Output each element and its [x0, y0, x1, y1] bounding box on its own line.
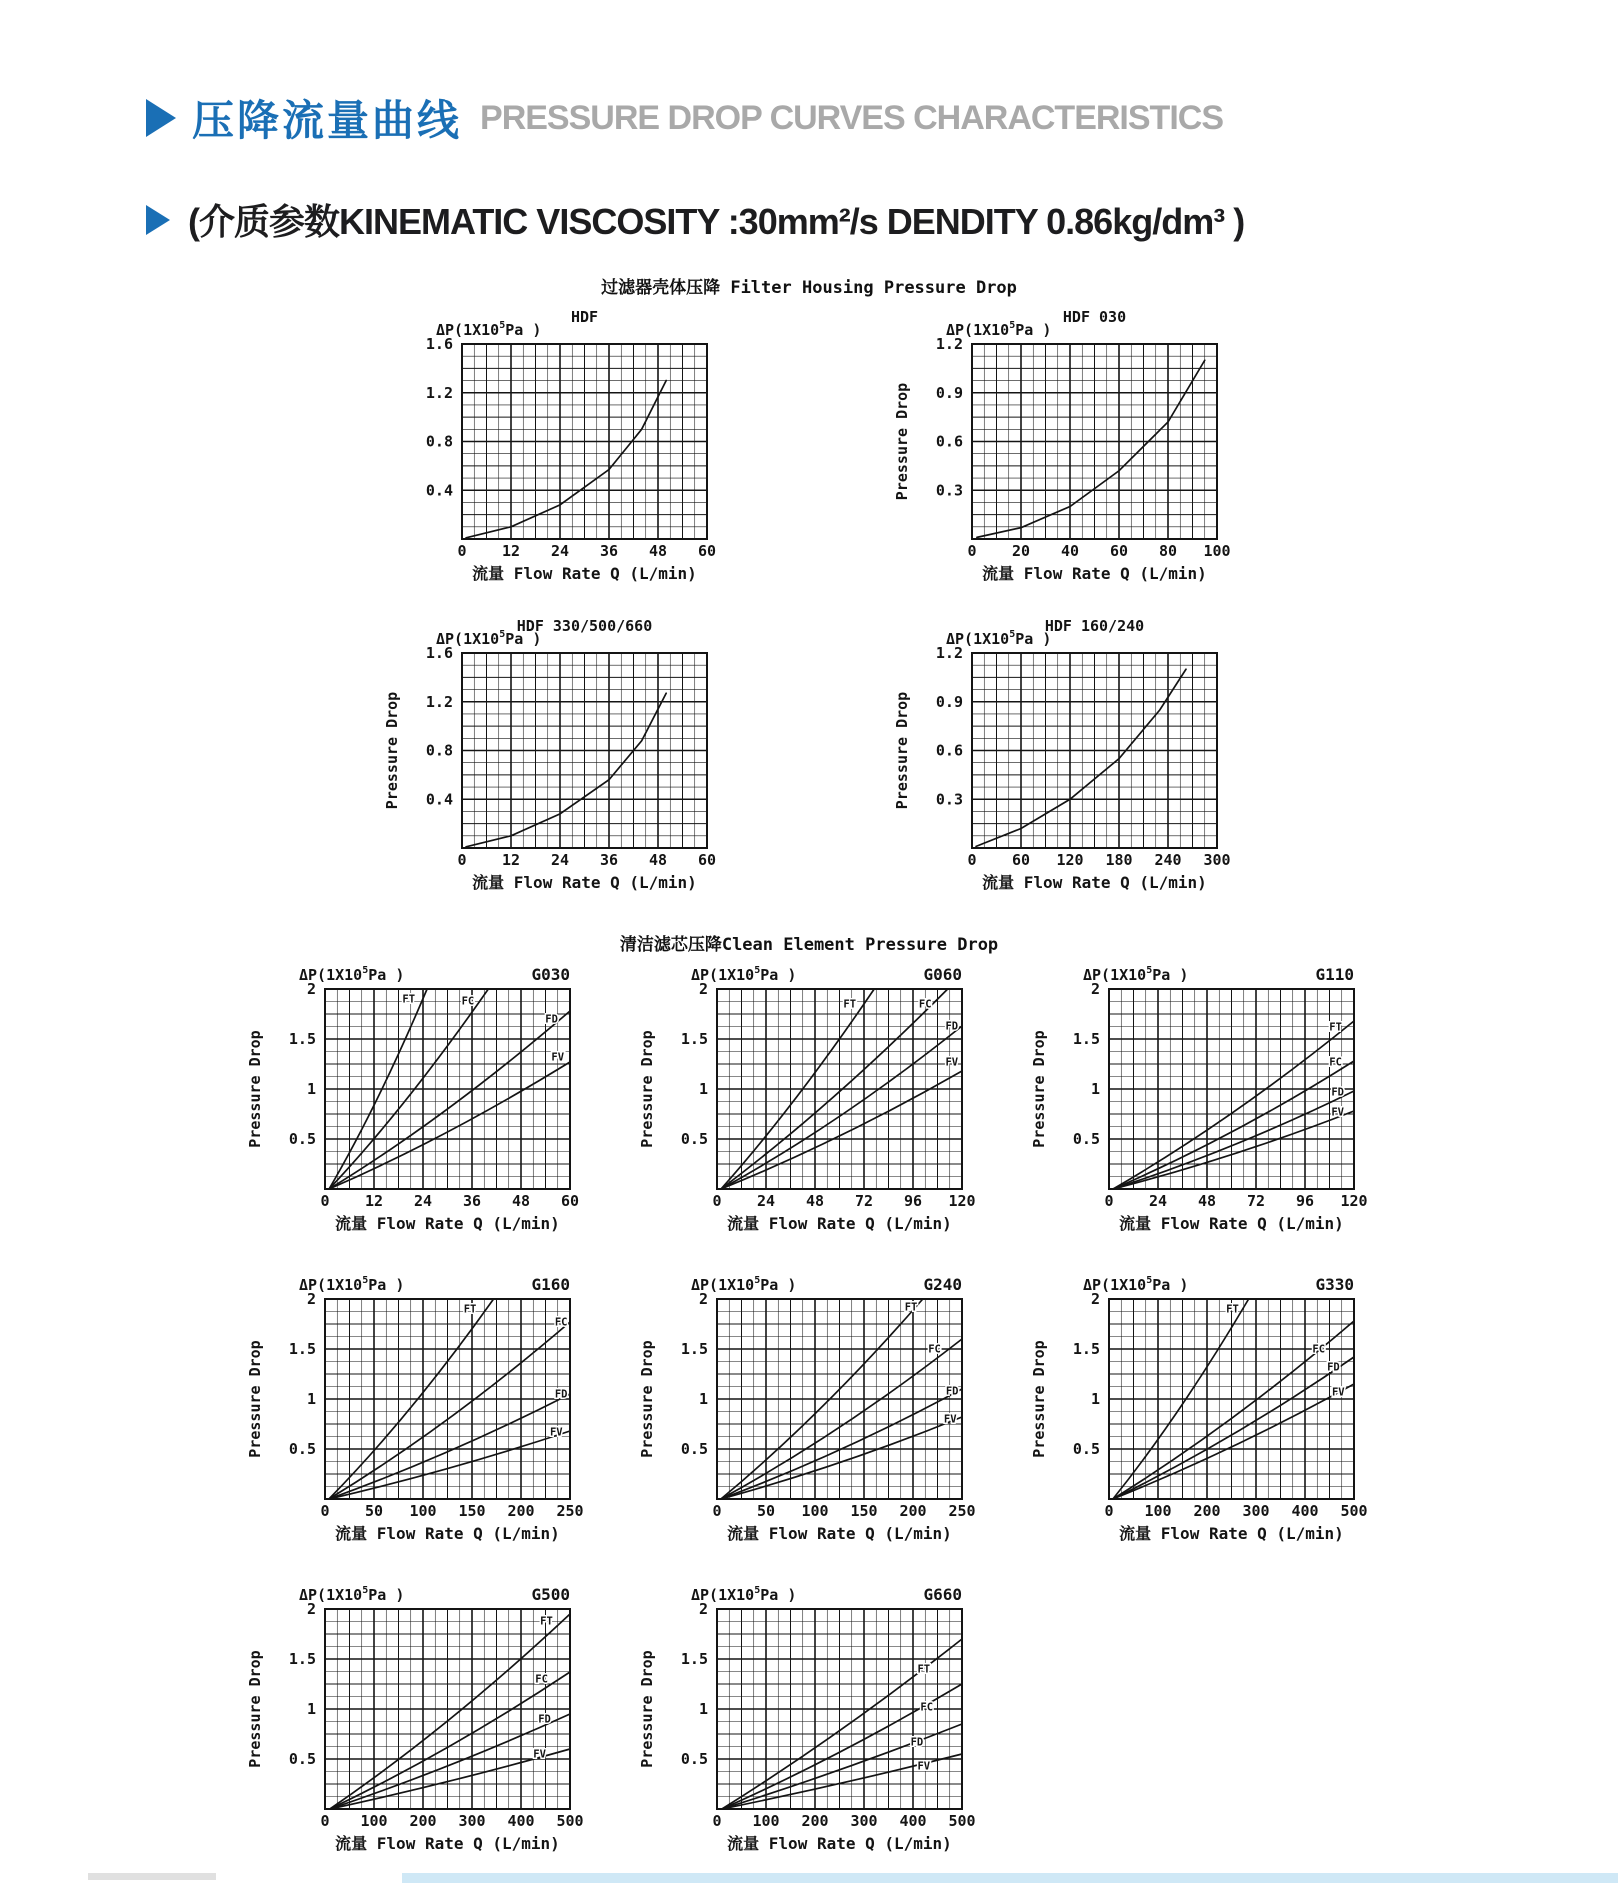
series-curve-FD — [330, 1714, 570, 1809]
chart-G060 — [639, 963, 979, 1241]
y-axis-label: Pressure Drop — [247, 1650, 264, 1768]
x-tick-label: 150 — [458, 1502, 486, 1520]
x-tick-label: 100 — [1144, 1502, 1172, 1520]
delta-p-axis-label: $\Delta P(1X10^5Pa$ ) — [946, 629, 1052, 648]
x-axis-label: 流量 Flow Rate Q (L/min) — [727, 1834, 952, 1853]
y-tick-label: 2 — [698, 1600, 708, 1618]
series-label-FC: FC — [928, 1343, 941, 1356]
series-label-FD: FD — [1331, 1086, 1344, 1099]
x-tick-label: 12 — [364, 1192, 384, 1210]
x-tick-label: 24 — [756, 1192, 776, 1210]
x-tick-label: 120 — [1340, 1192, 1368, 1210]
x-axis-label: 流量 Flow Rate Q (L/min) — [1119, 1214, 1344, 1233]
x-tick-label: 0 — [320, 1192, 330, 1210]
delta-p-axis-label: $\Delta P(1X10^5Pa$ ) — [691, 1585, 797, 1604]
chart-G500-svg — [247, 1583, 587, 1856]
series-label-FV: FV — [945, 1056, 959, 1069]
y-axis-label: Pressure Drop — [247, 1340, 264, 1458]
x-tick-label: 120 — [1056, 851, 1084, 869]
chart-HDF160-240-svg — [894, 617, 1234, 895]
y-tick-label: 1.5 — [288, 1650, 316, 1668]
x-tick-label: 36 — [599, 851, 619, 869]
x-tick-label: 100 — [360, 1812, 388, 1830]
y-tick-label: 1 — [698, 1390, 708, 1408]
series-label-FT: FT — [402, 993, 416, 1006]
chart-G160-svg — [247, 1273, 587, 1546]
y-tick-label: 1.2 — [425, 383, 453, 402]
x-tick-label: 120 — [948, 1192, 976, 1210]
page-header — [146, 88, 1618, 148]
x-tick-label: 80 — [1158, 542, 1178, 560]
chart-title: G330 — [1315, 1275, 1354, 1294]
series-label-FC: FC — [918, 998, 932, 1011]
delta-p-axis-label: $\Delta P(1X10^5Pa$ ) — [1083, 1275, 1189, 1294]
series-label-FT: FT — [1329, 1021, 1342, 1034]
chart-HDF-svg — [384, 308, 724, 586]
grid — [325, 1609, 570, 1809]
series-curve-FV — [1113, 1384, 1354, 1499]
y-tick-label: 1 — [306, 1390, 316, 1408]
series-label-FT: FT — [1226, 1303, 1239, 1316]
x-tick-label: 500 — [556, 1812, 584, 1830]
y-tick-label: 0.5 — [680, 1130, 708, 1148]
grid — [972, 344, 1217, 539]
x-tick-label: 24 — [550, 851, 570, 869]
x-tick-label: 300 — [458, 1812, 486, 1830]
x-tick-label: 60 — [1109, 542, 1129, 560]
series-curve-FC — [330, 1672, 570, 1809]
series-label-FC: FC — [1329, 1056, 1342, 1069]
series-curve-FD — [721, 1389, 962, 1499]
chart-title: G660 — [923, 1585, 962, 1604]
y-tick-label: 1.5 — [288, 1030, 316, 1048]
y-tick-label: 0.5 — [288, 1750, 316, 1768]
chart-HDF160-240 — [894, 617, 1234, 900]
y-axis-label: Pressure Drop — [894, 691, 911, 810]
delta-p-axis-label: $\Delta P(1X10^5Pa$ ) — [436, 629, 542, 648]
x-tick-label: 0 — [457, 542, 467, 560]
x-tick-label: 0 — [967, 542, 977, 560]
y-axis-label: Pressure Drop — [639, 1650, 656, 1768]
chart-title: HDF — [570, 308, 599, 326]
x-tick-label: 20 — [1011, 542, 1031, 560]
x-tick-label: 36 — [599, 542, 619, 560]
y-tick-label: 1 — [306, 1080, 316, 1098]
housing-section-title: 过滤器壳体压降 Filter Housing Pressure Drop — [601, 278, 1017, 298]
x-tick-label: 250 — [556, 1502, 584, 1520]
chart-G660 — [639, 1583, 979, 1861]
x-tick-label: 0 — [457, 851, 467, 869]
x-tick-label: 500 — [948, 1812, 976, 1830]
y-tick-label: 0.5 — [288, 1440, 316, 1458]
chart-G330 — [1031, 1273, 1371, 1551]
series-curve-HDF160240 — [976, 669, 1186, 846]
x-tick-label: 100 — [801, 1502, 829, 1520]
y-tick-label: 1 — [306, 1700, 316, 1718]
series-label-FV: FV — [533, 1748, 546, 1761]
x-tick-label: 40 — [1060, 542, 1080, 560]
x-tick-label: 180 — [1105, 851, 1133, 869]
y-tick-label: 0.9 — [935, 692, 963, 711]
y-axis-label: Pressure Drop — [247, 1030, 264, 1148]
x-tick-label: 48 — [511, 1192, 531, 1210]
y-tick-label: 2 — [698, 1290, 708, 1308]
grid — [325, 989, 570, 1189]
chart-G160 — [247, 1273, 587, 1551]
chart-HDF030-svg — [894, 308, 1234, 586]
y-tick-label: 1.5 — [680, 1650, 708, 1668]
series-label-FC: FC — [1312, 1343, 1326, 1356]
y-tick-label: 1.5 — [680, 1030, 708, 1048]
x-tick-label: 100 — [1203, 542, 1231, 560]
series-label-FV: FV — [943, 1413, 957, 1426]
chart-title: G110 — [1315, 965, 1354, 984]
x-axis-label: 流量 Flow Rate Q (L/min) — [335, 1214, 560, 1233]
series-label-FD: FD — [910, 1736, 924, 1749]
delta-p-axis-label: $\Delta P(1X10^5Pa$ ) — [691, 965, 797, 984]
x-axis-label: 流量 Flow Rate Q (L/min) — [982, 873, 1207, 892]
x-tick-label: 12 — [501, 851, 521, 869]
x-tick-label: 96 — [1295, 1192, 1315, 1210]
chart-HDF030 — [894, 308, 1234, 591]
media-parameters-text: (介质参数KINEMATIC VISCOSITY :30mm²/s DENDITY 0.86kg/dm³ ) — [188, 201, 1245, 242]
series-label-FT: FT — [463, 1303, 477, 1316]
x-tick-label: 150 — [850, 1502, 878, 1520]
y-tick-label: 0.5 — [288, 1130, 316, 1148]
y-tick-label: 2 — [306, 1600, 316, 1618]
grid — [972, 653, 1217, 848]
series-label-FT: FT — [540, 1615, 553, 1628]
x-tick-label: 48 — [648, 542, 668, 560]
y-tick-label: 1.5 — [288, 1340, 316, 1358]
x-tick-label: 250 — [948, 1502, 976, 1520]
x-tick-label: 0 — [1104, 1502, 1114, 1520]
y-axis-label: Pressure Drop — [894, 382, 911, 501]
y-tick-label: 0.3 — [935, 481, 963, 500]
x-tick-label: 200 — [899, 1502, 927, 1520]
y-tick-label: 1 — [1090, 1080, 1100, 1098]
series-curve-FV — [329, 1431, 570, 1499]
y-tick-label: 0.6 — [935, 741, 963, 760]
x-tick-label: 300 — [850, 1812, 878, 1830]
series-label-FD: FD — [945, 1385, 959, 1398]
series-curve-FD — [329, 1394, 570, 1499]
y-axis-label: Pressure Drop — [639, 1340, 656, 1458]
y-tick-label: 1.2 — [425, 692, 453, 711]
x-tick-label: 24 — [413, 1192, 433, 1210]
x-tick-label: 60 — [697, 542, 717, 560]
x-tick-label: 60 — [1011, 851, 1031, 869]
x-tick-label: 0 — [320, 1812, 330, 1830]
x-tick-label: 100 — [409, 1502, 437, 1520]
y-tick-label: 0.4 — [425, 790, 453, 809]
chart-HDF330-500-660 — [384, 617, 724, 900]
page-title-en: PRESSURE DROP CURVES CHARACTERISTICS — [480, 98, 1223, 137]
x-axis-label: 流量 Flow Rate Q (L/min) — [335, 1524, 560, 1543]
series-curve-FT — [330, 1614, 570, 1809]
y-tick-label: 1.5 — [680, 1340, 708, 1358]
series-curve-FV — [329, 1062, 570, 1189]
x-tick-label: 72 — [1246, 1192, 1266, 1210]
series-label-FT: FT — [843, 998, 857, 1011]
bullet-triangle-icon — [146, 205, 170, 235]
y-tick-label: 0.3 — [935, 790, 963, 809]
x-tick-label: 0 — [712, 1192, 722, 1210]
x-tick-label: 60 — [560, 1192, 580, 1210]
media-parameters — [146, 194, 1618, 245]
y-tick-label: 1.6 — [425, 335, 453, 353]
chart-G330-svg — [1031, 1273, 1371, 1546]
x-tick-label: 48 — [1197, 1192, 1217, 1210]
grid — [462, 344, 707, 539]
x-axis-label: 流量 Flow Rate Q (L/min) — [472, 564, 697, 583]
chart-title: G240 — [923, 1275, 962, 1294]
series-curve-FD — [1113, 1091, 1354, 1189]
x-tick-label: 0 — [1104, 1192, 1114, 1210]
x-tick-label: 50 — [756, 1502, 776, 1520]
x-tick-label: 400 — [1291, 1502, 1319, 1520]
x-tick-label: 300 — [1242, 1502, 1270, 1520]
y-tick-label: 1 — [698, 1080, 708, 1098]
x-tick-label: 240 — [1154, 851, 1182, 869]
series-label-FV: FV — [1331, 1106, 1344, 1119]
delta-p-axis-label: $\Delta P(1X10^5Pa$ ) — [691, 1275, 797, 1294]
y-axis-label: Pressure Drop — [384, 691, 401, 810]
series-label-FC: FC — [920, 1701, 934, 1714]
x-tick-label: 60 — [697, 851, 717, 869]
chart-G030-svg — [247, 963, 587, 1236]
chart-title: G030 — [531, 965, 570, 984]
series-label-FD: FD — [1327, 1361, 1340, 1374]
footer-smudge — [88, 1873, 216, 1880]
x-tick-label: 96 — [903, 1192, 923, 1210]
y-axis-label: Pressure Drop — [1031, 1030, 1048, 1148]
chart-HDF330-500-660-svg — [384, 617, 724, 895]
chart-title: HDF 030 — [1062, 308, 1127, 326]
series-label-FD: FD — [538, 1713, 551, 1726]
series-label-FV: FV — [549, 1426, 563, 1439]
x-tick-label: 72 — [854, 1192, 874, 1210]
chart-G060-svg — [639, 963, 979, 1236]
y-tick-label: 2 — [1090, 980, 1100, 998]
y-tick-label: 0.5 — [680, 1750, 708, 1768]
x-tick-label: 24 — [550, 542, 570, 560]
y-tick-label: 0.5 — [1072, 1440, 1100, 1458]
y-tick-label: 2 — [306, 980, 316, 998]
x-tick-label: 100 — [752, 1812, 780, 1830]
series-label-FC: FC — [461, 995, 475, 1008]
chart-title: G500 — [531, 1585, 570, 1604]
x-tick-label: 50 — [364, 1502, 384, 1520]
series-curve-FC — [721, 1339, 962, 1499]
x-tick-label: 200 — [409, 1812, 437, 1830]
chart-G240 — [639, 1273, 979, 1551]
delta-p-axis-label: $\Delta P(1X10^5Pa$ ) — [299, 1585, 405, 1604]
page-title-cn: 压降流量曲线 — [192, 97, 463, 144]
y-tick-label: 1.5 — [1072, 1340, 1100, 1358]
chart-G110 — [1031, 963, 1371, 1241]
series-label-FD: FD — [554, 1388, 568, 1401]
element-section-title: 清洁滤芯压降Clean Element Pressure Drop — [619, 935, 999, 955]
chart-G110-svg — [1031, 963, 1371, 1236]
series-label-FV: FV — [1331, 1386, 1345, 1399]
y-tick-label: 1.5 — [1072, 1030, 1100, 1048]
series-label-FV: FV — [917, 1760, 931, 1773]
y-axis-label: Pressure Drop — [639, 1030, 656, 1148]
grid — [717, 989, 962, 1189]
x-axis-label: 流量 Flow Rate Q (L/min) — [335, 1834, 560, 1853]
chart-G660-svg — [639, 1583, 979, 1856]
series-label-FC: FC — [554, 1316, 568, 1329]
y-tick-label: 0.8 — [425, 432, 453, 451]
chart-title: G160 — [531, 1275, 570, 1294]
x-tick-label: 0 — [967, 851, 977, 869]
delta-p-axis-label: $\Delta P(1X10^5Pa$ ) — [436, 320, 542, 339]
y-tick-label: 0.8 — [425, 741, 453, 760]
x-tick-label: 24 — [1148, 1192, 1168, 1210]
series-label-FV: FV — [551, 1051, 565, 1064]
x-tick-label: 400 — [507, 1812, 535, 1830]
y-tick-label: 2 — [698, 980, 708, 998]
series-label-FC: FC — [535, 1673, 548, 1686]
x-tick-label: 400 — [899, 1812, 927, 1830]
delta-p-axis-label: $\Delta P(1X10^5Pa$ ) — [946, 320, 1052, 339]
y-tick-label: 0.5 — [680, 1440, 708, 1458]
x-tick-label: 200 — [1193, 1502, 1221, 1520]
y-tick-label: 1 — [1090, 1390, 1100, 1408]
y-axis-label: Pressure Drop — [1031, 1340, 1048, 1458]
series-label-FD: FD — [945, 1020, 959, 1033]
y-tick-label: 2 — [1090, 1290, 1100, 1308]
series-label-FD: FD — [545, 1013, 558, 1026]
y-tick-label: 1.2 — [935, 644, 963, 662]
chart-HDF — [384, 308, 724, 591]
x-tick-label: 200 — [801, 1812, 829, 1830]
series-label-FT: FT — [904, 1301, 918, 1314]
chart-title: HDF 330/500/660 — [516, 617, 653, 635]
grid — [717, 1299, 962, 1499]
y-tick-label: 1.6 — [425, 644, 453, 662]
x-axis-label: 流量 Flow Rate Q (L/min) — [727, 1214, 952, 1233]
y-tick-label: 0.6 — [935, 432, 963, 451]
chart-title: G060 — [923, 965, 962, 984]
x-tick-label: 0 — [320, 1502, 330, 1520]
x-tick-label: 0 — [712, 1812, 722, 1830]
housing-charts-grid — [0, 308, 1618, 900]
chart-G500 — [247, 1583, 587, 1861]
delta-p-axis-label: $\Delta P(1X10^5Pa$ ) — [299, 965, 405, 984]
series-curve-HDF030 — [977, 360, 1205, 537]
x-axis-label: 流量 Flow Rate Q (L/min) — [727, 1524, 952, 1543]
x-tick-label: 48 — [805, 1192, 825, 1210]
x-tick-label: 48 — [648, 851, 668, 869]
y-tick-label: 2 — [306, 1290, 316, 1308]
delta-p-axis-label: $\Delta P(1X10^5Pa$ ) — [1083, 965, 1189, 984]
chart-G240-svg — [639, 1273, 979, 1546]
series-label-FT: FT — [917, 1663, 931, 1676]
y-tick-label: 1.2 — [935, 335, 963, 353]
delta-p-axis-label: $\Delta P(1X10^5Pa$ ) — [299, 1275, 405, 1294]
x-tick-label: 500 — [1340, 1502, 1368, 1520]
y-tick-label: 0.5 — [1072, 1130, 1100, 1148]
y-tick-label: 0.4 — [425, 481, 453, 500]
series-curve-FD — [329, 1011, 570, 1189]
series-curve-FD — [1113, 1357, 1354, 1499]
x-tick-label: 200 — [507, 1502, 535, 1520]
x-tick-label: 0 — [712, 1502, 722, 1520]
grid — [1109, 989, 1354, 1189]
x-axis-label: 流量 Flow Rate Q (L/min) — [1119, 1524, 1344, 1543]
footer-bar — [402, 1873, 1618, 1883]
element-charts-grid — [0, 963, 1618, 1861]
chart-title: HDF 160/240 — [1044, 617, 1145, 635]
x-axis-label: 流量 Flow Rate Q (L/min) — [472, 873, 697, 892]
section-marker-icon — [146, 99, 176, 137]
y-tick-label: 0.9 — [935, 383, 963, 402]
x-axis-label: 流量 Flow Rate Q (L/min) — [982, 564, 1207, 583]
chart-G030 — [247, 963, 587, 1241]
y-tick-label: 1 — [698, 1700, 708, 1718]
x-tick-label: 300 — [1203, 851, 1231, 869]
x-tick-label: 12 — [501, 542, 521, 560]
grid — [462, 653, 707, 848]
series-curve-FD — [721, 1026, 962, 1189]
x-tick-label: 36 — [462, 1192, 482, 1210]
